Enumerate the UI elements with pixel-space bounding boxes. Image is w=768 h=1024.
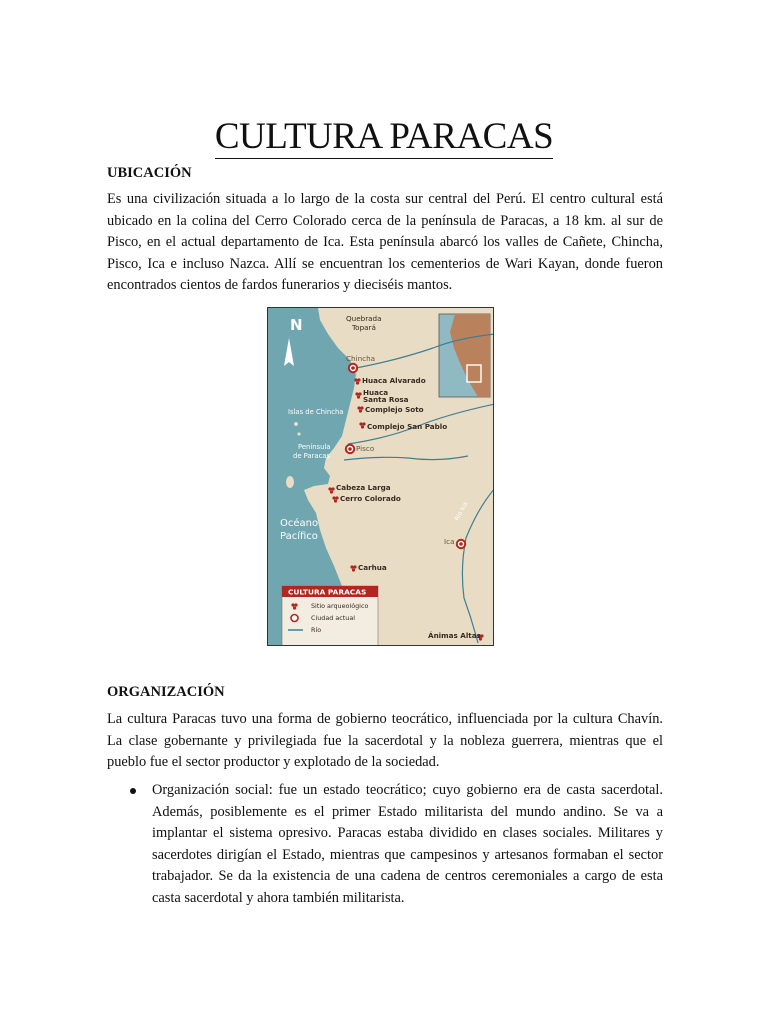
label-huaca-alvarado: Huaca Alvarado bbox=[362, 376, 426, 385]
page-title-text: CULTURA PARACAS bbox=[214, 115, 554, 157]
city-chincha-dot bbox=[351, 366, 355, 370]
north-label: N bbox=[290, 316, 303, 334]
label-cerro-colorado: Cerro Colorado bbox=[340, 494, 401, 503]
label-pacifico: Pacífico bbox=[280, 531, 318, 542]
organizacion-bullet-list bbox=[107, 780, 663, 910]
label-chincha: Chincha bbox=[346, 354, 376, 363]
legend-site-label: Sitio arqueológico bbox=[311, 602, 369, 610]
label-animas-altas: Ánimas Altas bbox=[428, 631, 481, 640]
section-heading-organizacion: ORGANIZACIÓN bbox=[107, 684, 225, 700]
label-islas-chincha: Islas de Chincha bbox=[288, 408, 344, 416]
label-quebrada: Quebrada bbox=[346, 314, 382, 323]
ubicacion-paragraph: Es una civilización situada a lo largo de la costa sur central del Perú. El centro cultural está ubicado en la colina del Cerro Colorado cerca de la península de Paracas, a 18 km. al sur de Pisco, en el actual departamento de Ica. Esta península abarcó los valles de Cañete, Chincha, Pisco, Ica e incluso Nazca. Allí se encuentran los cementerios de Wari Kayan, donde fueron encontrados cientos de fardos funerarios y dieciséis mantos. bbox=[107, 191, 663, 293]
label-oceano: Océano bbox=[280, 518, 319, 529]
page-title bbox=[0, 117, 768, 157]
bullet-text: Organización social: fue un estado teocrático; cuyo gobierno era de casta sacerdotal. Además, posiblemente es el primer Estado militarista del mundo andino. Se va a implantar el sistema opresivo. Paracas estaba dividido en clases sociales. Militares y sacerdotes dirigían el Estado, mientras que campesinos y artesanos formaban el sector trabajador. Se da la existencia de una cadena de centros ceremoniales a cargo de esta casta sacerdotal y ahora también militarista. bbox=[152, 782, 663, 906]
bullet-icon bbox=[130, 788, 136, 794]
legend-title: CULTURA PARACAS bbox=[288, 587, 367, 597]
label-rio-ica: Río Ica bbox=[453, 500, 470, 522]
label-santa-rosa: Santa Rosa bbox=[363, 395, 409, 404]
section-heading-ubicacion: UBICACIÓN bbox=[107, 165, 192, 181]
label-topara: Topará bbox=[352, 323, 376, 332]
map-canvas bbox=[268, 308, 494, 646]
label-pisco: Pisco bbox=[356, 444, 375, 453]
paracas-map bbox=[267, 307, 494, 646]
legend-city-icon bbox=[291, 615, 298, 622]
label-complejo-san-pablo: Complejo San Pablo bbox=[367, 422, 448, 431]
label-peninsula: Península bbox=[298, 443, 331, 451]
label-de-paracas: de Paracas bbox=[293, 452, 331, 460]
list-item bbox=[107, 780, 663, 910]
island-2 bbox=[297, 432, 300, 435]
island-1 bbox=[294, 422, 298, 426]
city-pisco-dot bbox=[348, 447, 352, 451]
label-huaca: Huaca bbox=[363, 388, 389, 397]
label-ica: Ica bbox=[444, 537, 455, 546]
legend-city-label: Ciudad actual bbox=[311, 614, 356, 622]
island-3 bbox=[286, 476, 294, 488]
organizacion-paragraph: La cultura Paracas tuvo una forma de gobierno teocrático, influenciada por la cultura Chavín. La clase gobernante y privilegiada fue la sacerdotal y la nobleza guerrera, mientras que el pueblo fue el sector productor y explotado de la sociedad. bbox=[107, 711, 663, 770]
label-cabeza-larga: Cabeza Larga bbox=[336, 483, 391, 492]
city-ica-dot bbox=[459, 542, 463, 546]
label-complejo-soto: Complejo Soto bbox=[365, 405, 424, 414]
legend-river-label: Río bbox=[311, 626, 322, 634]
map-legend bbox=[282, 586, 378, 646]
label-carhua: Carhua bbox=[358, 563, 387, 572]
